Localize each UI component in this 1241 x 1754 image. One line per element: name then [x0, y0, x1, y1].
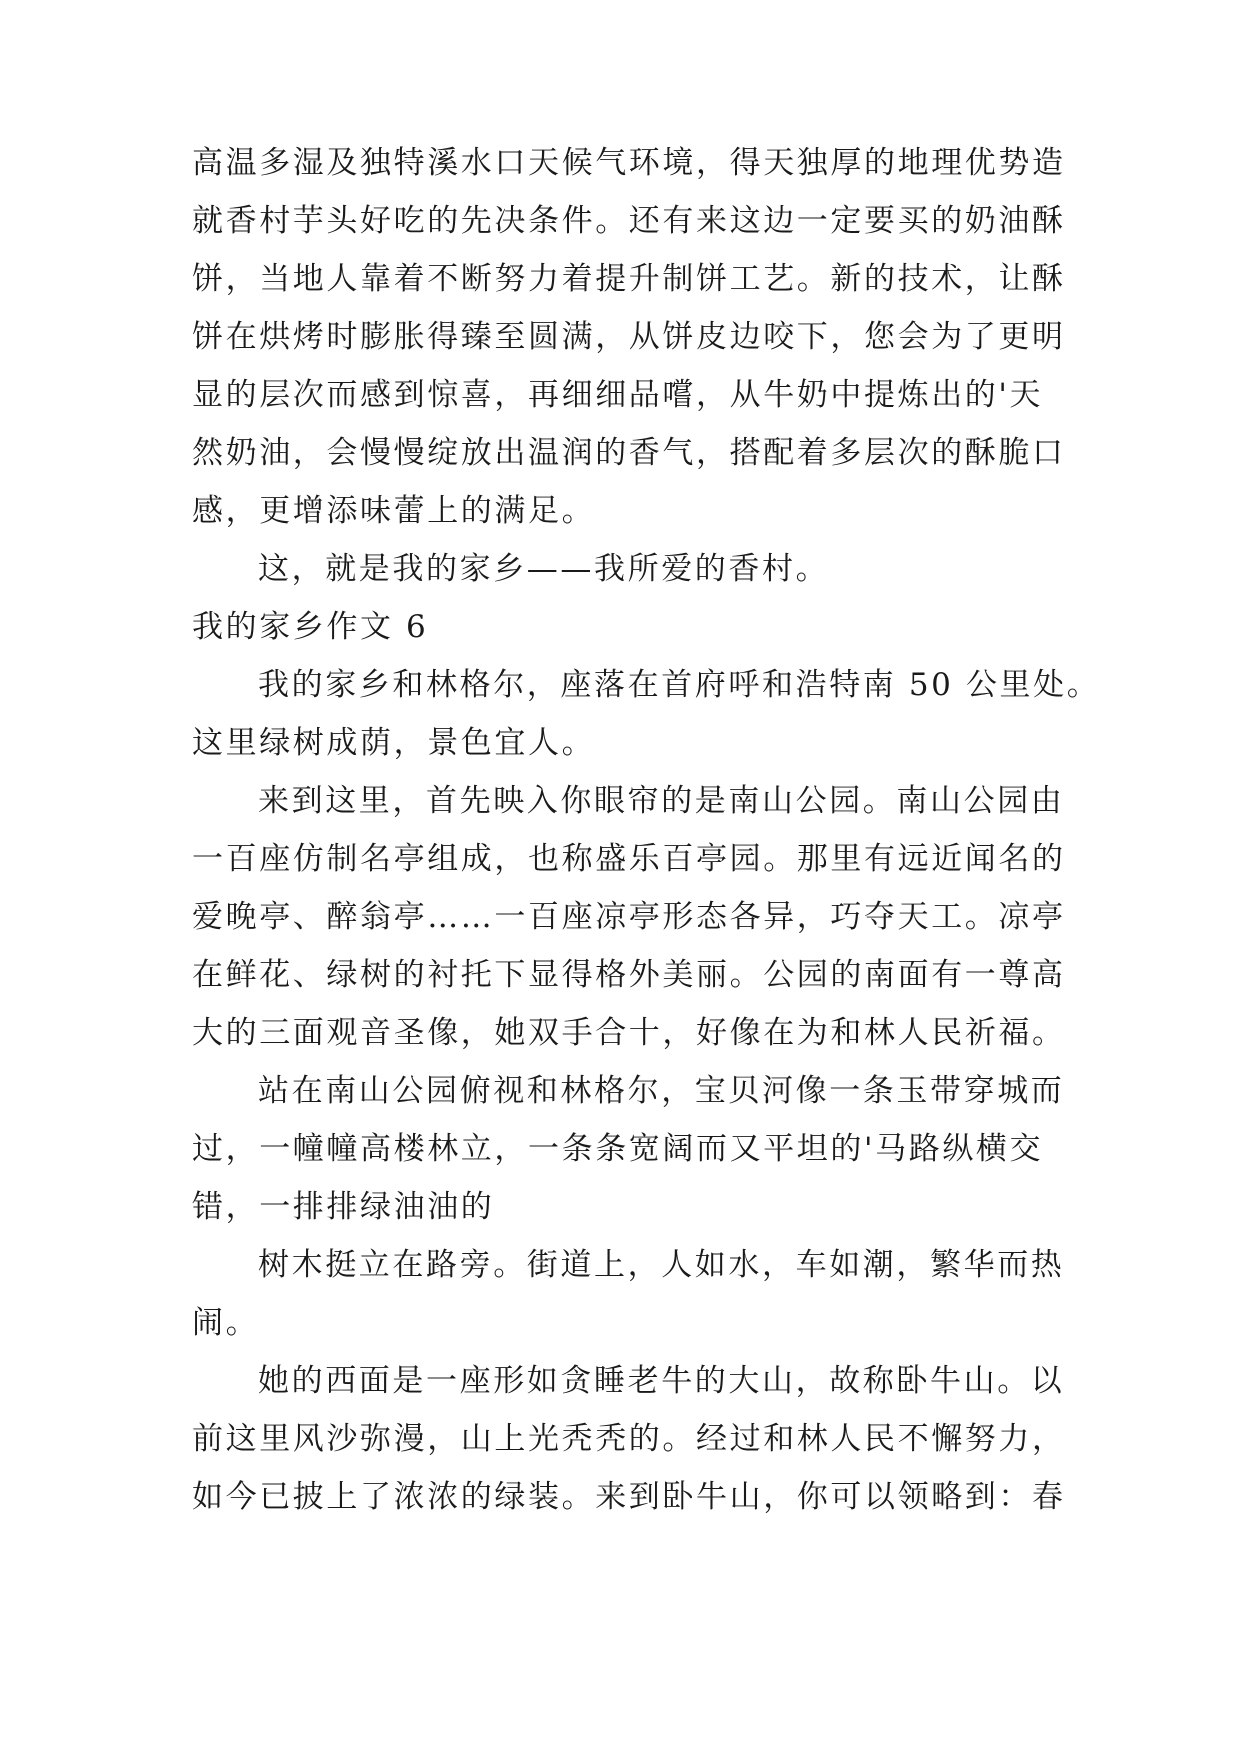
text-line: 高温多湿及独特溪水口天候气环境，得天独厚的地理优势造: [192, 145, 1066, 181]
text-line: 在鲜花、绿树的衬托下显得格外美丽。公园的南面有一尊高: [192, 957, 1066, 993]
text-line: 站在南山公园俯视和林格尔，宝贝河像一条玉带穿城而: [258, 1073, 1065, 1109]
text-line: 前这里风沙弥漫，山上光秃秃的。经过和林人民不懈努力，: [192, 1421, 1066, 1457]
text-line: 如今已披上了浓浓的绿装。来到卧牛山，你可以领略到：春: [192, 1479, 1066, 1515]
section-heading: 我的家乡作文 6: [192, 609, 429, 645]
text-line: 我的家乡和林格尔，座落在首府呼和浩特南 50 公里处。: [258, 667, 1101, 703]
text-line: 饼，当地人靠着不断努力着提升制饼工艺。新的技术，让酥: [192, 261, 1066, 297]
text-line: 树木挺立在路旁。街道上，人如水，车如潮，繁华而热: [258, 1247, 1065, 1283]
text-line: 这里绿树成荫，景色宜人。: [192, 725, 596, 761]
text-line: 来到这里，首先映入你眼帘的是南山公园。南山公园由: [258, 783, 1065, 819]
text-line: 过，一幢幢高楼林立，一条条宽阔而又平坦的'马路纵横交: [192, 1131, 1044, 1167]
text-line: 饼在烘烤时膨胀得臻至圆满，从饼皮边咬下，您会为了更明: [192, 319, 1066, 355]
text-line: 感，更增添味蕾上的满足。: [192, 493, 596, 529]
text-line: 一百座仿制名亭组成，也称盛乐百亭园。那里有远近闻名的: [192, 841, 1066, 877]
text-line: 她的西面是一座形如贪睡老牛的大山，故称卧牛山。以: [258, 1363, 1065, 1399]
text-line: 大的三面观音圣像，她双手合十，好像在为和林人民祈福。: [192, 1015, 1066, 1051]
text-line: 显的层次而感到惊喜，再细细品嚐，从牛奶中提炼出的'天: [192, 377, 1044, 413]
text-line: 就香村芋头好吃的先决条件。还有来这边一定要买的奶油酥: [192, 203, 1066, 239]
text-line: 错，一排排绿油油的: [192, 1189, 495, 1225]
text-line: 闹。: [192, 1305, 260, 1341]
text-line: 这，就是我的家乡——我所爱的香村。: [258, 551, 830, 587]
text-line: 爱晚亭、醉翁亭……一百座凉亭形态各异，巧夺天工。凉亭: [192, 899, 1066, 935]
text-line: 然奶油，会慢慢绽放出温润的香气，搭配着多层次的酥脆口: [192, 435, 1066, 471]
